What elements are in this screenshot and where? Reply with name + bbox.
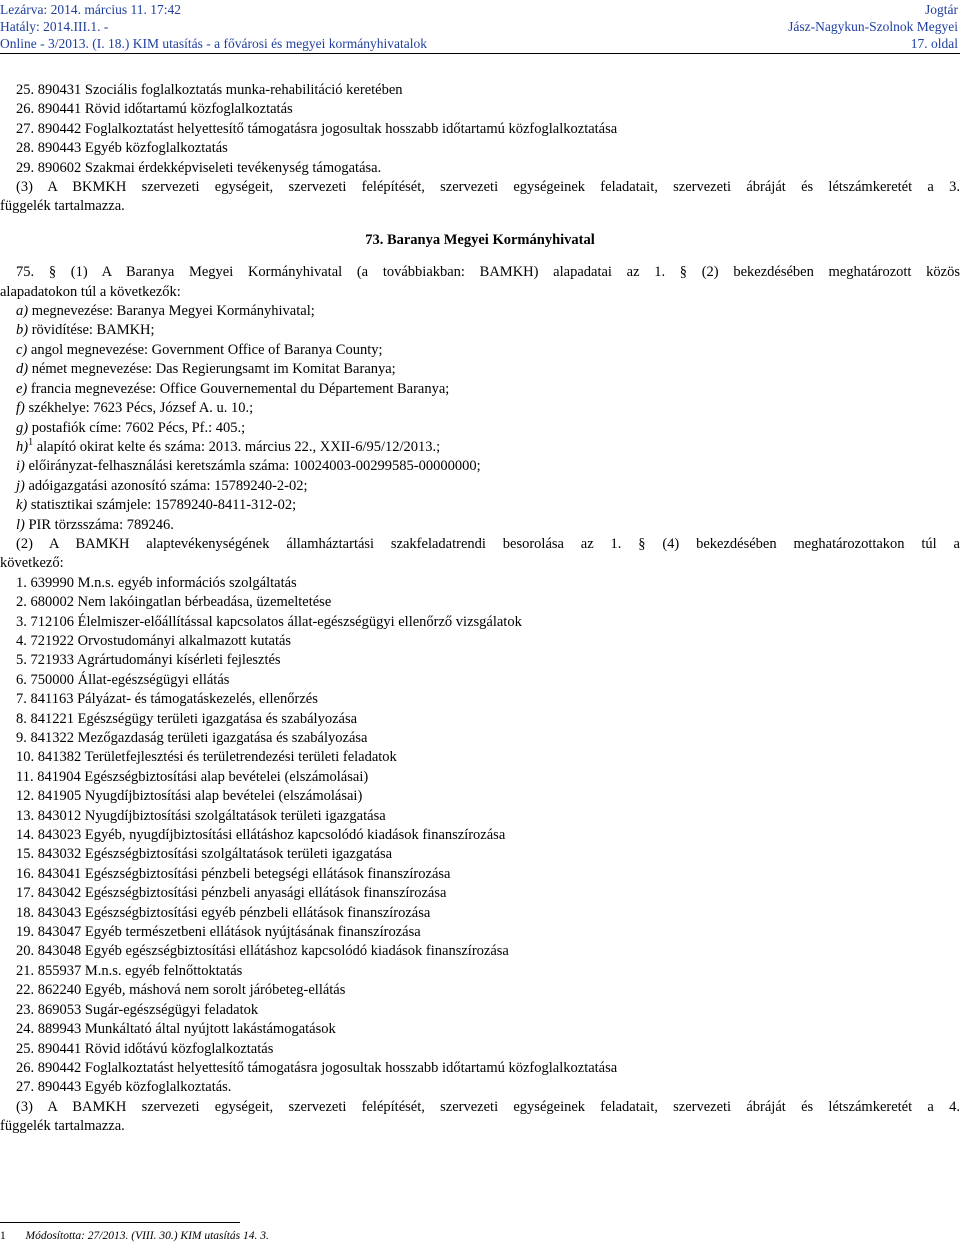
activity-item: 21. 855937 M.n.s. egyéb felnőttoktatás [16,962,243,979]
activity-item: 25. 890441 Rövid időtávú közfoglalkoztatás [16,1040,274,1057]
activity-list [0,574,960,1098]
activity-item: 8. 841221 Egészségügy területi igazgatása és szabályozása [16,710,358,727]
list-item: 25. 890431 Szociális foglalkoztatás munka-rehabilitáció keretében [16,82,403,98]
activity-item: 27. 890443 Egyéb közfoglalkoztatás. [16,1079,232,1096]
basic-data-item [0,516,960,535]
item-text: adóigazgatási azonosító száma: 15789240-2-02; [24,477,308,494]
footnote [0,1229,269,1243]
list-item: 29. 890602 Szakmai érdekképviseleti tevékenység támogatása. [16,159,382,176]
header-document-title: Online - 3/2013. (I. 18.) KIM utasítás - a fővárosi és megyei kormányhivatalok [0,36,428,51]
activity-item: 3. 712106 Élelmiszer-előállítással kapcsolatos állat-egészségügyi ellenőrző vizsgálatok [16,613,522,630]
item-text: rövidítése: BAMKH; [28,322,155,339]
basic-data-item [0,321,960,340]
activity-item: 10. 841382 Területfejlesztési és területrendezési területi feladatok [16,749,397,766]
basic-data-item [0,438,960,457]
list-item: 27. 890442 Foglalkoztatást helyettesítő támogatásra jogosultak hosszabb időtartamú közfoglalkoztatása [16,120,618,137]
activity-item: 9. 841322 Mezőgazdaság területi igazgatása és szabályozása [16,730,368,746]
basic-data-item [0,419,960,438]
item-text: alapító okirat kelte és száma: 2013. március 22., XXII-6/95/12/2013.; [33,438,441,455]
header-right [788,1,958,52]
list-item: 26. 890441 Rövid időtartamú közfoglalkoztatás [16,101,293,118]
activity-item: 23. 869053 Sugár-egészségügyi feladatok [16,1001,259,1018]
activity-item: 15. 843032 Egészségbiztosítási szolgáltatások területi igazgatása [16,846,393,863]
activity-item: 19. 843047 Egyéb természetbeni ellátások nyújtásának finanszírozása [16,924,421,941]
activity-item: 4. 721922 Orvostudományi alkalmazott kutatás [16,632,292,649]
basic-data-item [0,360,960,379]
activity-item: 11. 841904 Egészségbiztosítási alap bevételei (elszámolásai) [16,768,369,785]
basic-data-item [0,477,960,496]
item-text: megnevezése: Baranya Megyei Kormányhivatal; [28,303,315,320]
header-effective: Hatály: 2014.III.1. - [0,19,109,34]
basic-data-item [0,302,960,321]
paragraph-3-bkmkh-cont: függelék tartalmazza. [0,198,125,215]
paragraph-75-cont: alapadatokon túl a következők: [0,283,181,300]
item-text: PIR törzsszáma: 789246. [24,516,174,533]
paragraph-3-bkmkh: (3) A BKMKH szervezeti egységeit, szervezeti felépítését, szervezeti egységeinek feladatait, szervezeti ábráját és létszámkeretét a 3. [16,179,960,196]
section-heading: 73. Baranya Megyei Kormányhivatal [365,231,595,248]
item-text: német megnevezése: Das Regierungsamt im Komitat Baranya; [28,361,396,378]
activity-item: 20. 843048 Egyéb egészségbiztosítási ellátáshoz kapcsolódó kiadások finanszírozása [16,943,509,960]
activity-item: 16. 843041 Egészségbiztosítási pénzbeli betegségi ellátások finanszírozása [16,865,451,882]
header-page-number: 17. oldal [910,36,958,51]
basic-data-item [0,399,960,418]
item-text: előirányzat-felhasználási keretszámla száma: 10024003-00299585-00000000; [24,458,481,475]
activity-item: 2. 680002 Nem lakóingatlan bérbeadása, üzemeltetése [16,594,332,611]
item-letter: l) [16,516,25,533]
footnote-divider [0,1222,240,1223]
header-source: Jogtár [925,2,958,17]
item-letter: c) [16,341,28,358]
item-letter: h) [16,438,29,455]
activity-item: 7. 841163 Pályázat- és támogatáskezelés, ellenőrzés [16,691,318,708]
basic-data-item [0,457,960,476]
footnote-number: 1 [0,1230,6,1242]
item-text: statisztikai számjele: 15789240-8411-312-02; [27,497,297,514]
item-text: angol megnevezése: Government Office of Baranya County; [27,341,383,358]
item-letter: b) [16,322,29,339]
paragraph-3-bamkh: (3) A BAMKH szervezeti egységeit, szervezeti felépítését, szervezeti egységeinek feladatait, szervezeti ábráját és létszámkeretét a 4. [16,1098,960,1115]
item-letter: e) [16,380,28,397]
activity-item: 17. 843042 Egészségbiztosítási pénzbeli anyasági ellátások finanszírozása [16,885,447,902]
basic-data-item [0,496,960,515]
activity-item: 1. 639990 M.n.s. egyéb információs szolgáltatás [16,574,297,591]
item-letter: a) [16,303,29,320]
header-divider [0,53,960,54]
activity-item: 6. 750000 Állat-egészségügyi ellátás [16,671,230,688]
paragraph-2-bamkh: (2) A BAMKH alaptevékenységének államháztartási szakfeladatrendi besorolása az 1. § (4) bekezdésében meghatározottakon túl a [16,535,960,552]
activity-item: 14. 843023 Egyéb, nyugdíjbiztosítási ellátáshoz kapcsolódó kiadások finanszírozása [16,827,506,844]
activity-item: 22. 862240 Egyéb, máshová nem sorolt járóbeteg-ellátás [16,982,346,999]
paragraph-2-bamkh-cont: következő: [0,555,64,572]
item-letter: j) [16,477,25,494]
item-text: francia megnevezése: Office Gouvernemental du Département Baranya; [27,380,450,397]
activity-list-top [0,81,960,178]
activity-item: 13. 843012 Nyugdíjbiztosítási szolgáltatások területi igazgatása [16,807,386,824]
activity-item: 5. 721933 Agrártudományi kísérleti fejlesztés [16,652,281,669]
header-section: Jász-Nagykun-Szolnok Megyei [788,19,958,34]
list-item: 28. 890443 Egyéb közfoglalkoztatás [16,140,228,157]
item-letter: k) [16,497,28,514]
basic-data-item [0,380,960,399]
activity-item: 12. 841905 Nyugdíjbiztosítási alap bevételei (elszámolásai) [16,788,363,805]
item-text: székhelye: 7623 Pécs, József A. u. 10.; [24,400,254,417]
paragraph-75: 75. § (1) A Baranya Megyei Kormányhivatal (a továbbiakban: BAMKH) alapadatai az 1. § (2) bekezdésében meghatározott közös [16,264,960,281]
footnote-text: Módosította: 27/2013. (VIII. 30.) KIM utasítás 14. 3. [25,1230,269,1242]
activity-item: 18. 843043 Egészségbiztosítási egyéb pénzbeli ellátások finanszírozása [16,904,431,921]
header-left [0,1,427,52]
header-closed-date: Lezárva: 2014. március 11. 17:42 [0,2,181,17]
item-letter: f) [16,400,25,417]
document-body [0,81,960,1137]
item-letter: d) [16,361,29,378]
basic-data-item [0,341,960,360]
activity-item: 24. 889943 Munkáltató által nyújtott lakástámogatások [16,1021,336,1038]
footnote-reference[interactable]: 1 [28,437,34,449]
item-text: postafiók címe: 7602 Pécs, Pf.: 405.; [28,419,246,436]
basic-data-list [0,302,960,535]
activity-item: 26. 890442 Foglalkoztatást helyettesítő támogatásra jogosultak hosszabb időtartamú közfoglalkoztatása [16,1059,618,1076]
paragraph-3-bamkh-cont: függelék tartalmazza. [0,1118,125,1135]
item-letter: i) [16,458,25,475]
item-letter: g) [16,419,29,436]
page-header [0,0,960,52]
